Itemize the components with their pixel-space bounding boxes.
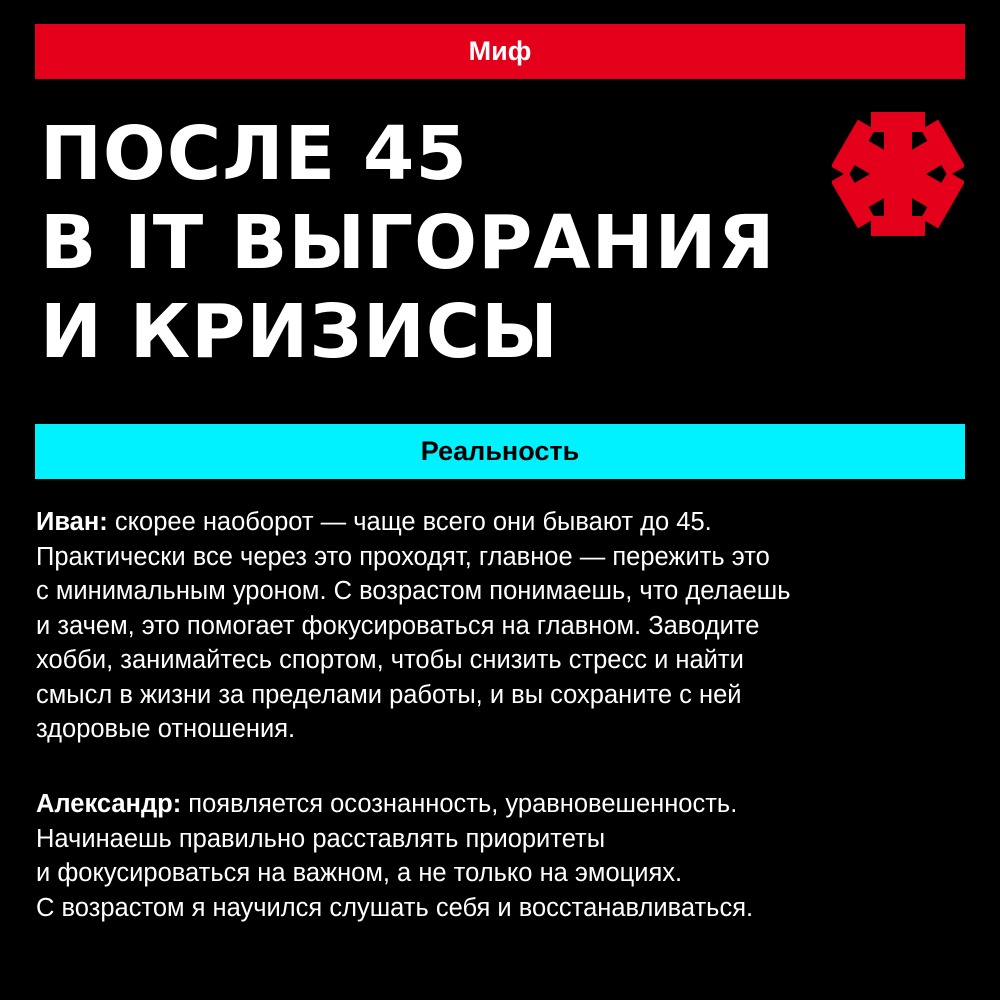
quote-alexander: [36, 787, 976, 925]
quote-line: [36, 787, 976, 822]
quote-line: С возрастом я научился слушать себя и восстанавливаться.: [36, 893, 754, 922]
quote-line: и фокусироваться на важном, а не только на эмоциях.: [36, 859, 683, 887]
reality-banner: [35, 424, 965, 479]
quote-line: и зачем, это помогает фокусироваться на главном. Заводите: [36, 611, 760, 640]
headline-line: ПОСЛЕ 45: [40, 111, 468, 197]
quote-line: смысл в жизни за пределами работы, и вы сохраните с ней: [36, 680, 742, 709]
headline: [40, 110, 820, 377]
quote-line: Начинаешь правильно расставлять приоритеты: [36, 824, 606, 853]
reality-label: Реальность: [420, 436, 580, 466]
speaker-name: Александр:: [36, 790, 182, 818]
quote-ivan: [36, 505, 976, 747]
quote-text: скорее наоборот — чаще всего они бывают до 45.: [107, 508, 712, 536]
quote-line: Практически все через это проходят, главное — пережить это: [36, 542, 770, 571]
headline-line: В IT ВЫГОРАНИЯ: [40, 200, 776, 286]
quote-line: здоровые отношения.: [36, 715, 296, 743]
quote-line: с минимальным уроном. С возрастом понимаешь, что делаешь: [36, 577, 791, 605]
myth-label: Миф: [468, 36, 532, 66]
red-asterisk-icon: [832, 108, 964, 240]
quote-line: хобби, занимайтесь спортом, чтобы снизить стресс и найти: [36, 646, 744, 674]
headline-line: И КРИЗИСЫ: [40, 289, 559, 375]
quote-text: появляется осознанность, уравновешенность.: [181, 790, 738, 818]
quote-line: [36, 505, 976, 540]
myth-banner: [35, 24, 965, 79]
speaker-name: Иван:: [36, 508, 108, 536]
